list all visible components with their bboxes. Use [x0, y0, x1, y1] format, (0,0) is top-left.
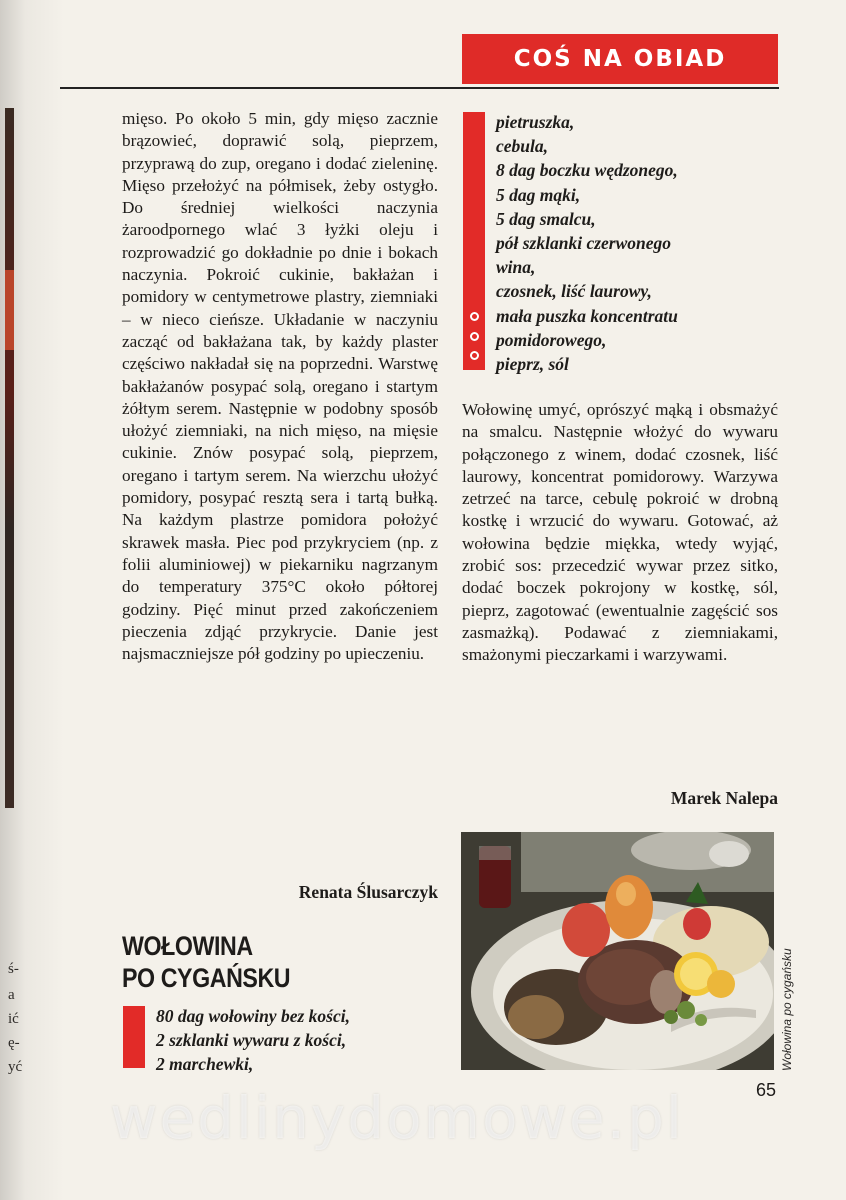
- left-column-text: mięso. Po około 5 min, gdy mięso zacznie brązowieć, doprawić solą, pieprzem, przyprawą do zup, oregano i dodać zieleninę. Mięso przełożyć na półmisek, żeby ostygło. Do średniej wielkości naczynia żaroodpornego wlać 3 łyżki oleju i rozprowadzić go dokładnie po dnie i bokach naczynia. Pokroić cukinie, bakłażan i pomidory w centymetrowe plastry, ziemniaki – w nieco cieńsze. Układanie w naczyniu zacząć od bakłażana tak, by każdy plaster częściwo nakładał się na poprzedni. Warstwę bakłażanów posypać solą, oregano i startym żółtym serem. Następnie w podobny sposób ułożyć ziemniaki, na nich mięso, na mięsie cukinie. Znów posypać solą, pieprzem, oregano i tartym serem. Na wierzchu ułożyć pomidory, posypać resztą sera i tartą bułką. Na każdym plastrze pomidora położyć skrawek masła. Piec pod przykryciem (np. z folii aluminiowej) w piekarniku nagrzanym do temperatury 375°C około półtorej godziny. Pięć minut przed zakończeniem pieczenia zdjąć przykrycie. Danie jest najsmaczniejsze pół godziny po upieczeniu.: [122, 109, 438, 664]
- decorative-circles-icon: [466, 312, 482, 360]
- watermark: wedlinydomowe.pl: [110, 1084, 685, 1152]
- ingredient-item: 5 dag mąki,: [496, 184, 581, 205]
- ingredient-item: 2 marchewki,: [156, 1054, 254, 1075]
- gutter-fragment: a: [8, 987, 15, 1003]
- ingredients-list-start: [156, 1004, 350, 1077]
- previous-page-photo-accent: [5, 270, 14, 350]
- dish-photo: [461, 832, 774, 1070]
- recipe-title-line: PO CYGAŃSKU: [122, 963, 291, 993]
- ingredient-item: pietruszka,: [496, 112, 575, 132]
- ingredient-item: czosnek, liść laurowy,: [496, 281, 652, 302]
- ingredients-marker-bar: [123, 1006, 145, 1068]
- right-column-text: Wołowinę umyć, oprószyć mąką i obsmażyć na smalcu. Następnie włożyć do wywaru połączonego z winem, dodać czosnek, liść laurowy, koncentrat pomidorowy. Warzywa zetrzeć na tarce, cebulę pokroić w drobną kostkę i wrzucić do wywaru. Gotować, aż wołowina będzie miękka, wtedy wyjąć, zrobić sos: przecedzić wywar przez sitko, dodać boczek pokrojony w kostkę, sól, pieprz, zagotować (ewentualnie zagęścić sos zasmażką). Podawać z ziemniakami, smażonymi pieczarkami i warzywami.: [462, 400, 778, 665]
- gutter-fragment: yć: [8, 1059, 23, 1075]
- author-left: Renata Ślusarczyk: [298, 882, 438, 902]
- ingredient-item: pieprz, sól: [496, 354, 569, 375]
- ingredient-item: 80 dag wołowiny bez kości,: [156, 1006, 350, 1026]
- ingredient-item: mała puszka koncentratu: [496, 305, 678, 326]
- ingredient-item: pomidorowego,: [496, 329, 607, 350]
- previous-page-photo-edge: [5, 108, 14, 808]
- ingredient-item: cebula,: [496, 136, 549, 157]
- gutter-fragment: ić: [8, 1011, 19, 1027]
- ingredient-item: pół szklanki czerwonego: [496, 233, 672, 254]
- section-header: [462, 34, 778, 84]
- gutter-fragment: ś-: [8, 961, 19, 977]
- ingredient-item: wina,: [496, 257, 536, 278]
- dish-illustration: [461, 832, 774, 1070]
- ingredients-list-continued: [496, 110, 678, 376]
- recipe-title: [122, 930, 397, 994]
- ingredient-item: 5 dag smalcu,: [496, 208, 596, 229]
- page-number: 65: [755, 1080, 776, 1100]
- ingredient-item: 8 dag boczku wędzonego,: [496, 160, 678, 181]
- previous-page-gutter: [0, 0, 64, 1200]
- ingredient-item: 2 szklanki wywaru z kości,: [156, 1030, 347, 1051]
- magazine-page: ś- a ić ę- yć COŚ NA OBIAD mięso. Po około 5 min, gdy mięso zacznie brązowieć, doprawić solą, pieprzem, przyprawą do zup, oregano i dodać zieleninę. Mięso przełożyć na półmisek, żeby ostygło. Do średniej wielkości naczynia żaroodpornego wlać 3 łyżki oleju i rozprowadzić go dokładnie po dnie i bokach naczynia. Pokroić cukinie, bakłażan i pomidory w centymetrowe plastry, ziemniaki – w nieco cieńsze. Układanie w naczyniu zacząć od bakłażana tak, by każdy plaster częściwo nakładał się na poprzedni. Warstwę bakłażanów posypać solą, oregano i startym żółtym serem. Następnie w podobny sposób ułożyć ziemniaki, na nich mięso, na mięsie cukinie. Znów posypać solą, pieprzem, oregano i tartym serem. Na wierzchu ułożyć pomidory, posypać resztą sera i tartą bułką. Na każdym plastrze pomidora położyć skrawek masła. Piec pod przykryciem (np. z folii aluminiowej) w piekarniku nagrzanym do temperatury 375°C około półtorej godziny. Pięć minut przed zakończeniem pieczenia zdjąć przykrycie. Danie jest najsmaczniejsze pół godziny po upieczeniu. Renata Ślusarczyk WOŁOWINA PO CYGAŃSKU 80 dag wołowiny bez kości, 2 szklanki wywaru z kości, 2 marchewki, pietruszka, cebula, 8 dag boczku wędzonego, 5 dag mąki, 5 dag smalcu, pół szklanki czerwonego wina, czosnek, liść laurowy, mała puszka koncentratu pomidorowego, pieprz, sól Wołowinę umyć, oprószyć mąką i obsmażyć na smalcu. Następnie włożyć do wywaru połączonego z winem, dodać czosnek, liść laurowy, koncentrat pomidorowy. Warzywa zetrzeć na tarce, cebulę pokroić w drobną kostkę i wrzucić do wywaru. Gotować, aż wołowina będzie miękka, wtedy wyjąć, zrobić sos: przecedzić wywar przez sitko, dodać boczek pokrojony w kostkę, sól, pieprz, zagotować (ewentualnie zagęścić sos zasmażką). Podawać z ziemniakami, smażonymi pieczarkami i warzywami. Marek Nalepa Wołowina po cygańsku 65 wedlinydomowe.pl: [0, 0, 846, 1200]
- header-rule: [60, 87, 779, 89]
- recipe-title-line: WOŁOWINA: [122, 931, 253, 961]
- section-title: COŚ NA OBIAD: [513, 46, 727, 72]
- gutter-fragment: ę-: [8, 1035, 20, 1051]
- author-right: Marek Nalepa: [670, 788, 778, 808]
